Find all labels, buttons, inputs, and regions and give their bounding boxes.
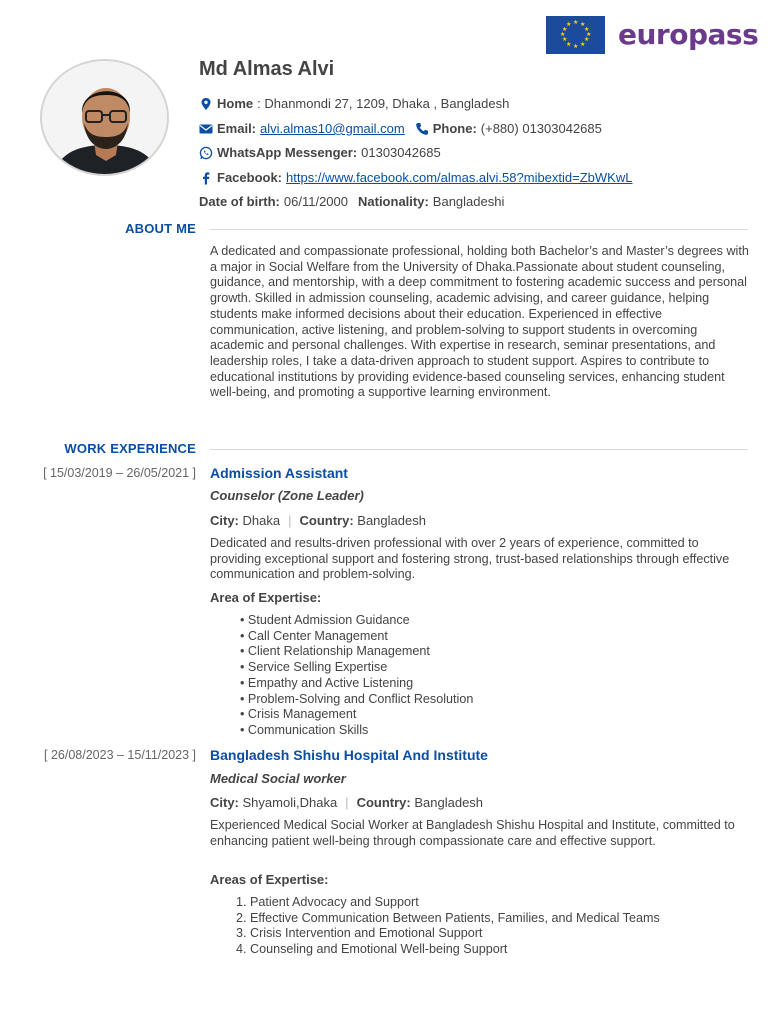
person-photo-icon [42, 61, 169, 176]
job-2-role: Medical Social worker [210, 771, 346, 786]
job-1-dates: [ 15/03/2019 – 26/05/2021 ] [43, 466, 196, 480]
work-section-title: WORK EXPERIENCE [64, 441, 196, 456]
job-1-role: Counselor (Zone Leader) [210, 488, 364, 503]
profile-photo [40, 59, 169, 176]
whatsapp-line [199, 145, 441, 160]
job-1-country: Bangladesh [357, 513, 426, 528]
list-item: • Problem-Solving and Conflict Resolution [240, 692, 473, 708]
eu-flag-icon: ★ ★ ★ ★ ★ ★ ★ ★ ★ ★ ★ ★ [546, 16, 605, 54]
home-value: : Dhanmondi 27, 1209, Dhaka , Bangladesh [257, 96, 510, 111]
dob-label: Date of birth: [199, 194, 280, 209]
phone-label: Phone: [432, 121, 477, 136]
facebook-label: Facebook: [217, 170, 283, 185]
job-1-expertise-label: Area of Expertise: [210, 590, 322, 605]
job-2-description: Experienced Medical Social Worker at Bangladesh Shishu Hospital and Institute, committed to enhancing patient well-being through compassionate care and effective support. [210, 818, 735, 848]
job-2-expertise-label: Areas of Expertise: [210, 872, 329, 887]
about-section-title: ABOUT ME [125, 221, 196, 236]
job-2-city-label: City: [210, 795, 239, 810]
job-1-city: Dhaka [242, 513, 281, 528]
job-2-country-label: Country: [356, 795, 411, 810]
phone-value: (+880) 01303042685 [480, 121, 602, 136]
profile-name: Md Almas Alvi [199, 58, 335, 80]
job-1-description: Dedicated and results-driven professional with over 2 years of experience, committed to providing exceptional support and fostering strong, trust-based relationships through effective communication and problem-solving. [210, 536, 730, 582]
europass-wordmark: europass [618, 18, 759, 51]
about-text: A dedicated and compassionate professional, holding both Bachelor’s and Master’s degrees with a major in Social Welfare from the University of Dhaka.Passionate about student counseling, guidance, and mentorship, with a deep commitment to fostering academic success and personal growth. Skilled in admission counseling, academic advising, and career guidance, helping students make informed decisions about their education. Experienced in effective communication, active listening, and problem-solving to support students in overcoming academic and personal challenges. With expertise in research, seminar presentations, and leadership roles, I take a data-driven approach to student support. Aspires to contribute to educational institutions by providing evidence-based counseling services, enhancing student well-being, and promoting a supportive learning environment. [210, 244, 749, 400]
contact-line [199, 121, 602, 136]
whatsapp-icon [199, 146, 213, 160]
job-2-dates: [ 26/08/2023 – 15/11/2023 ] [44, 748, 196, 762]
home-label: Home [217, 96, 254, 111]
work-divider [210, 449, 748, 450]
job-2-expertise-list [236, 895, 660, 958]
list-item: • Call Center Management [240, 629, 473, 645]
list-item: • Client Relationship Management [240, 644, 473, 660]
home-line [199, 96, 509, 111]
facebook-icon [199, 171, 213, 185]
phone-icon [415, 122, 429, 136]
list-item: Patient Advocacy and Support [250, 895, 419, 909]
job-2-location: City: Shyamoli,Dhaka | Country: Bangladesh [210, 795, 484, 810]
email-label: Email: [217, 121, 257, 136]
location-pin-icon [199, 97, 213, 111]
job-2-country: Bangladesh [414, 795, 484, 810]
about-divider [210, 229, 748, 230]
facebook-link[interactable]: https://www.facebook.com/almas.alvi.58?mibextid=ZbWKwL [286, 170, 633, 185]
nationality-label: Nationality: [358, 194, 429, 209]
list-item: • Communication Skills [240, 723, 473, 739]
dob-value: 06/11/2000 [283, 194, 348, 209]
list-item: • Empathy and Active Listening [240, 676, 473, 692]
whatsapp-label: WhatsApp Messenger: [217, 145, 358, 160]
job-1-country-label: Country: [299, 513, 354, 528]
email-link[interactable]: alvi.almas10@gmail.com [260, 121, 405, 136]
list-item: Counseling and Emotional Well-being Support [250, 942, 508, 957]
facebook-line [199, 170, 632, 185]
list-item: Crisis Intervention and Emotional Support [250, 926, 483, 941]
job-1-city-label: City: [210, 513, 239, 528]
list-item: • Crisis Management [240, 707, 473, 723]
personal-details-line [199, 194, 504, 209]
job-2-city: Shyamoli,Dhaka [242, 795, 338, 810]
europass-logo [546, 16, 758, 54]
whatsapp-value: 01303042685 [361, 145, 441, 160]
list-item: • Service Selling Expertise [240, 660, 473, 676]
list-item: • Student Admission Guidance [240, 613, 473, 629]
envelope-icon [199, 122, 213, 136]
job-1-expertise-list [240, 613, 473, 739]
job-1-location: City: Dhaka | Country: Bangladesh [210, 513, 426, 528]
job-2-organization: Bangladesh Shishu Hospital And Institute [210, 747, 488, 763]
nationality-value: Bangladeshi [432, 194, 505, 209]
job-1-organization: Admission Assistant [210, 465, 348, 481]
list-item: Effective Communication Between Patients, Families, and Medical Teams [250, 910, 660, 925]
